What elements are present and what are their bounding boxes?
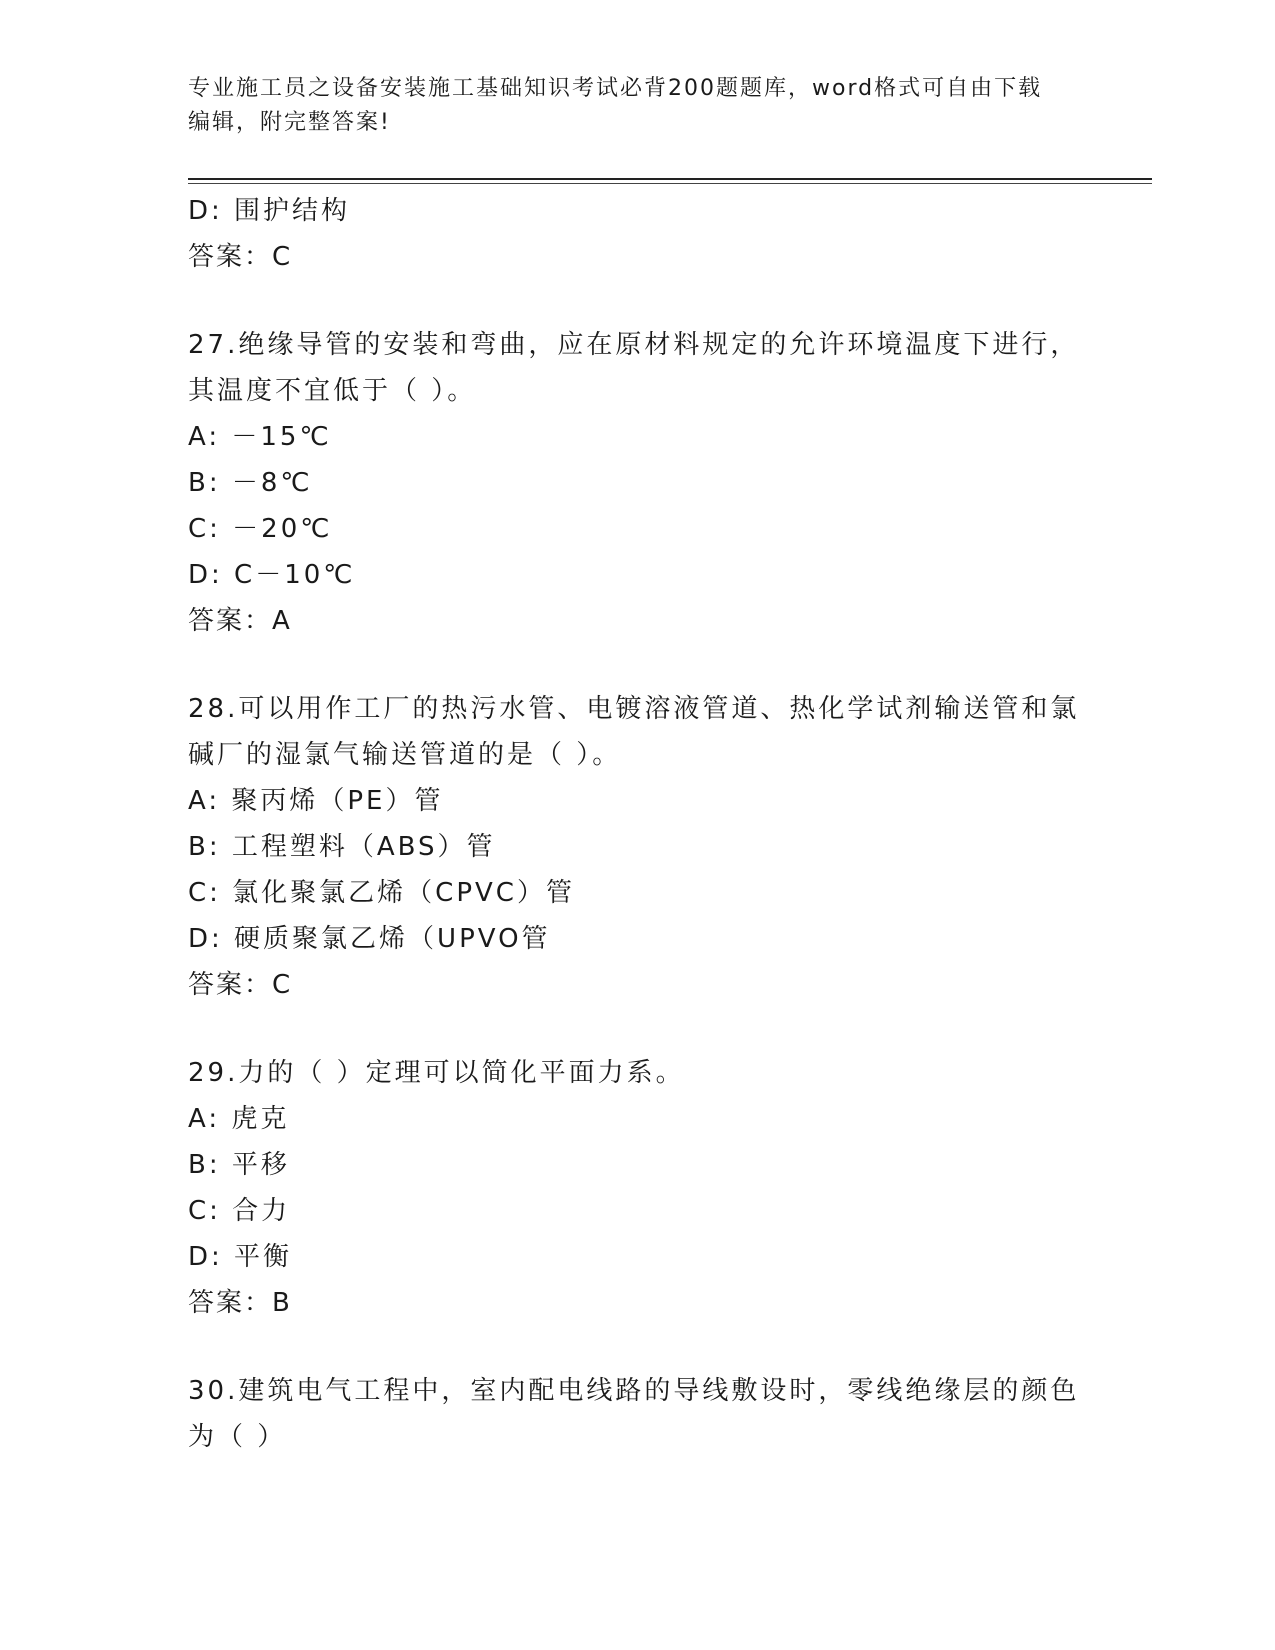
answer-line: 答案：C	[188, 242, 293, 272]
option-d: D: 围护结构	[188, 196, 351, 226]
option-b: B: 工程塑料（ABS）管	[188, 832, 496, 862]
question-30	[188, 1368, 1088, 1460]
question-stem-line-2: 其温度不宜低于（ ）。	[188, 376, 477, 406]
option-a: A: 虎克	[188, 1104, 290, 1134]
header-title-line-1: 专业施工员之设备安装施工基础知识考试必背200题题库，word格式可自由下载	[188, 76, 1043, 101]
question-27	[188, 322, 1088, 644]
header-title-line-2: 编辑，附完整答案!	[188, 110, 391, 135]
option-d: D: 平衡	[188, 1242, 293, 1272]
question-29	[188, 1050, 1088, 1326]
option-c: C: 氯化聚氯乙烯（CPVC）管	[188, 878, 575, 908]
answer-line: 答案：C	[188, 970, 293, 1000]
answer-line: 答案：B	[188, 1288, 292, 1318]
option-c: C: 合力	[188, 1196, 291, 1226]
option-d: D: C－10℃	[188, 560, 356, 590]
answer-line: 答案：A	[188, 606, 292, 636]
option-c: C: －20℃	[188, 514, 333, 544]
question-stem-line-1: 30.建筑电气工程中，室内配电线路的导线敷设时，零线绝缘层的颜色	[188, 1376, 1080, 1406]
option-b: B: 平移	[188, 1150, 290, 1180]
question-list	[188, 188, 1088, 1460]
question-stem-line-2: 为（ ）	[188, 1422, 287, 1452]
option-d: D: 硬质聚氯乙烯（UPVO管	[188, 924, 551, 954]
question-26-tail	[188, 188, 1088, 280]
header-divider-thin	[188, 183, 1152, 184]
question-28	[188, 686, 1088, 1008]
option-a: A: －15℃	[188, 422, 332, 452]
question-stem-line-1: 29.力的（ ）定理可以简化平面力系。	[188, 1058, 685, 1088]
question-stem-line-1: 27.绝缘导管的安装和弯曲，应在原材料规定的允许环境温度下进行，	[188, 330, 1080, 360]
question-stem-line-1: 28.可以用作工厂的热污水管、电镀溶液管道、热化学试剂输送管和氯	[188, 694, 1080, 724]
option-b: B: －8℃	[188, 468, 313, 498]
question-stem-line-2: 碱厂的湿氯气输送管道的是（ ）。	[188, 740, 622, 770]
page-header	[188, 72, 1088, 140]
header-divider-thick	[188, 178, 1152, 180]
option-a: A: 聚丙烯（PE）管	[188, 786, 444, 816]
